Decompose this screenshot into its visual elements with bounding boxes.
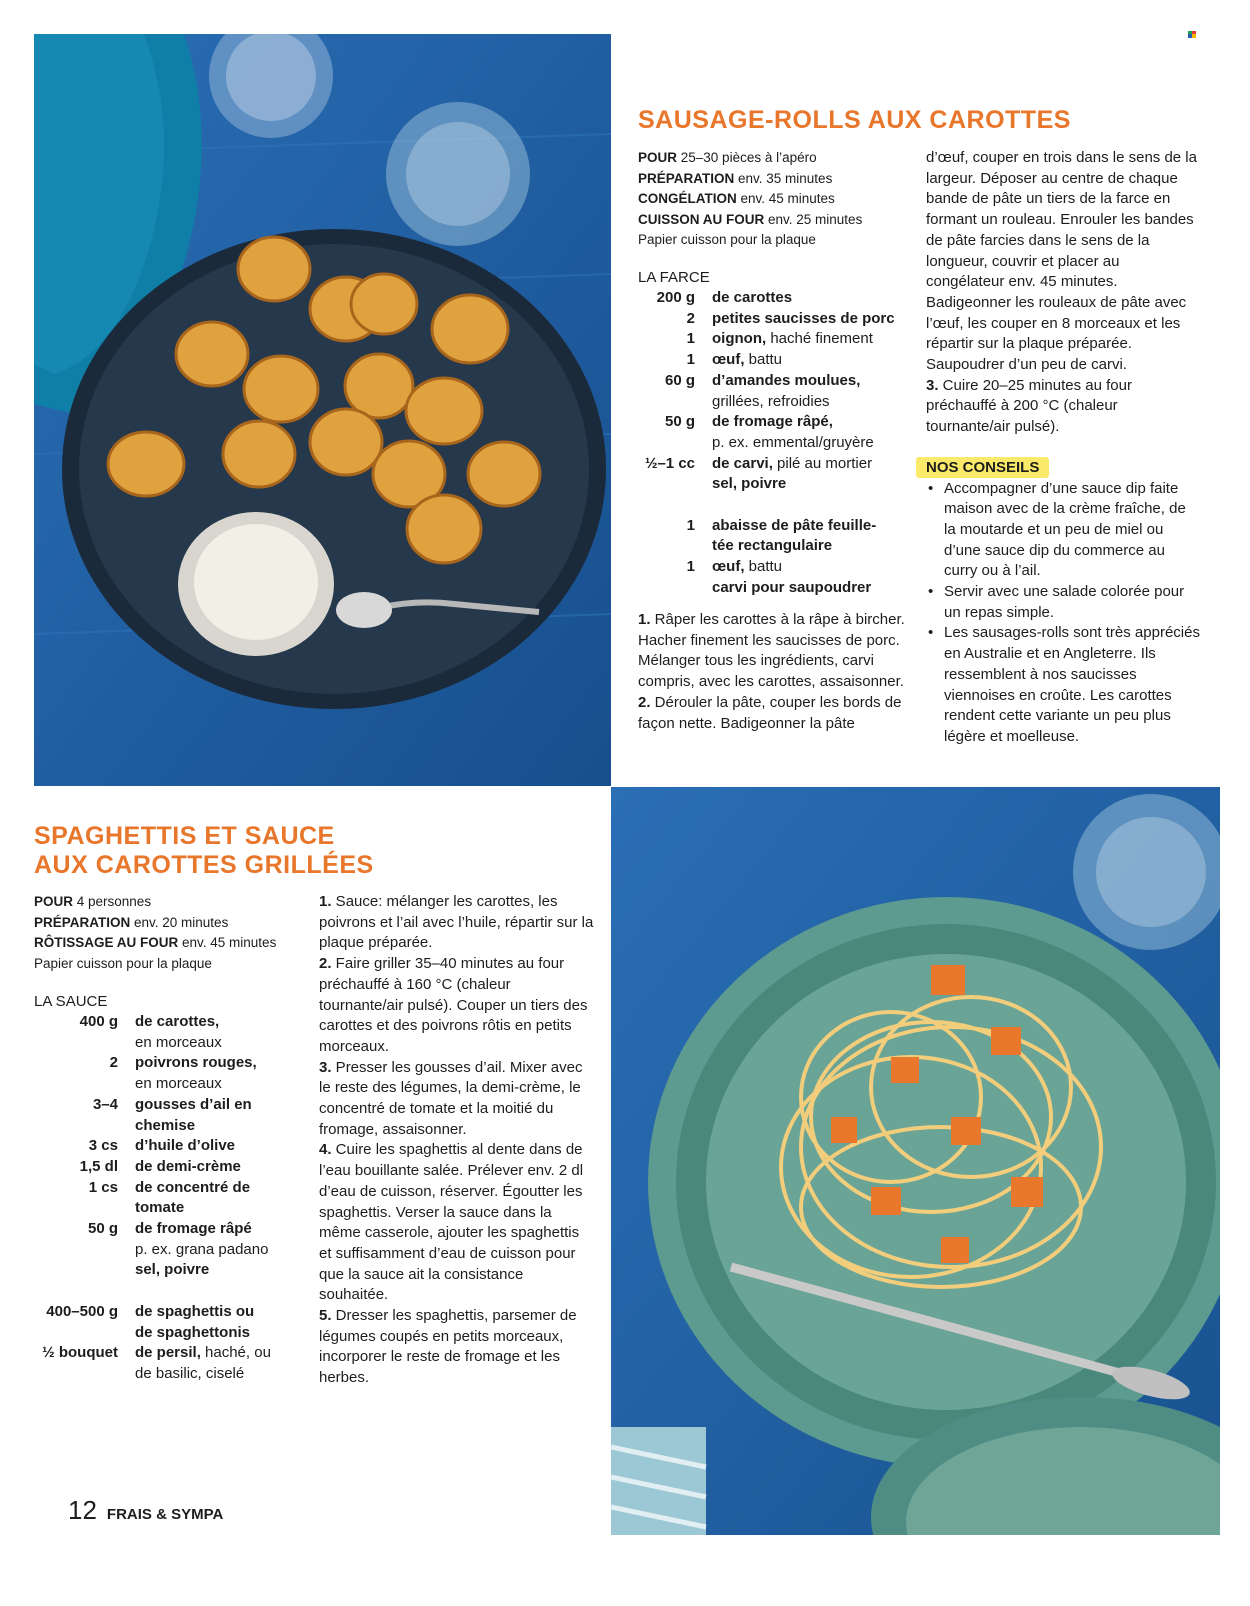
step: d’œuf, couper en trois dans le sens de la largeur. Déposer au centre de chaque bande de pâte un tiers de la farce en formant un rouleau. Enrouler les bandes de pâte farcies dans le sens de la longueur, couvrir et placer au congélateur env. 45 minutes. Badigeonner les rouleaux de pâte avec l’œuf, les couper en 8 morceaux et les répartir sur la plaque préparée. Saupoudrer d’un peu de carvi. <box>926 149 1197 374</box>
ingredient-name: de carvi, pilé au mortier <box>712 454 873 472</box>
ingredient-quantity <box>34 1260 118 1281</box>
ingredient-row <box>34 1219 304 1240</box>
ingredient-quantity: 1 cs <box>88 1178 118 1196</box>
ingredient-row <box>34 1323 304 1344</box>
ingredient-name: poivrons rouges, <box>135 1054 257 1072</box>
tip-item: • Les sausages-rolls sont très appréciés en Australie et en Angleterre. Ils ressemblent à nos saucisses viennoises en croûte. Les carottes rendent cette variante un peu plus légère et moelleuse. <box>926 623 1201 747</box>
ingredient-row <box>638 329 928 350</box>
ingredient-row <box>34 1260 304 1281</box>
ingredient-quantity: 60 g <box>664 371 695 389</box>
ingredient-row <box>34 1198 304 1219</box>
ingredient-row <box>638 412 928 433</box>
recipe2-title-line1: SPAGHETTIS ET SAUCE <box>34 822 335 850</box>
ingredient-row <box>638 454 928 475</box>
ingredient-name: de concentré de <box>135 1178 251 1196</box>
ingredient-name: de spaghettonis <box>135 1323 251 1341</box>
ingredient-quantity: 50 g <box>664 413 695 431</box>
meta-line: POUR 4 personnes <box>34 894 152 909</box>
meta-line: Papier cuisson pour la plaque <box>34 955 212 971</box>
ingredient-quantity <box>34 1281 118 1302</box>
ingredient-row <box>34 1343 304 1364</box>
ingredient-name: p. ex. emmental/gruyère <box>712 433 874 451</box>
ingredient-row <box>638 495 928 516</box>
ingredient-name: tée rectangulaire <box>712 537 833 555</box>
recipe2-ingredients <box>34 1012 304 1385</box>
meta-line: RÔTISSAGE AU FOUR env. 45 minutes <box>34 935 277 950</box>
ingredient-quantity: 200 g <box>656 289 695 306</box>
recipe2-title-line2: AUX CAROTTES GRILLÉES <box>34 851 374 879</box>
step: 5. Dresser les spaghettis, parsemer de légumes coupés en petits morceaux, incorporer le reste de fromage et les herbes. <box>319 1307 577 1387</box>
ingredient-row <box>34 1053 304 1074</box>
recipe1-steps-col1 <box>638 610 910 734</box>
ingredient-row <box>638 474 928 495</box>
ingredient-quantity: 1 <box>686 558 695 576</box>
ingredient-name: tomate <box>135 1199 185 1217</box>
ingredient-row <box>638 371 928 392</box>
ingredient-name: œuf, battu <box>712 558 783 576</box>
ingredient-name: sel, poivre <box>135 1261 210 1279</box>
ingredient-row <box>638 433 928 454</box>
ingredient-row <box>34 1074 304 1095</box>
ingredient-name: de fromage râpé <box>135 1220 252 1238</box>
ingredient-quantity: 3–4 <box>92 1095 118 1113</box>
ingredient-row <box>34 1157 304 1178</box>
ingredient-row <box>638 578 928 599</box>
ingredient-row <box>34 1012 304 1033</box>
ingredient-name: de basilic, ciselé <box>135 1364 245 1382</box>
meta-line: CUISSON AU FOUR env. 25 minutes <box>638 211 863 227</box>
step: 1. Râper les carottes à la râpe à bircher. Hacher finement les saucisses de porc. Mélanger tous les ingrédients, carvi compris, avec les carottes, assaisonner. <box>638 611 905 691</box>
ingredient-quantity: 1 <box>686 330 695 348</box>
ingredient-name: de spaghettis ou <box>135 1302 255 1320</box>
ingredient-name: abaisse de pâte feuille- <box>712 516 877 534</box>
ingredient-row <box>34 1178 304 1199</box>
ingredient-row <box>34 1364 304 1385</box>
ingredient-name: de persil, haché, ou <box>135 1344 271 1362</box>
ingredient-quantity <box>34 1323 118 1344</box>
ingredient-row <box>638 392 928 413</box>
ingredient-name: en morceaux <box>135 1075 222 1093</box>
ingredient-name: chemise <box>135 1116 196 1134</box>
tips-list <box>926 479 1201 748</box>
ingredient-row <box>34 1033 304 1054</box>
recipe1-steps-col2 <box>926 148 1201 748</box>
recipe1-meta <box>638 148 918 251</box>
spaghetti-photo <box>611 787 1220 1535</box>
ingredient-quantity: 50 g <box>87 1220 118 1238</box>
ingredient-quantity: 400 g <box>79 1013 118 1030</box>
ingredient-quantity: ½ bouquet <box>42 1344 118 1362</box>
ingredient-row <box>34 1240 304 1261</box>
ingredient-row <box>638 309 928 330</box>
ingredient-quantity: 3 cs <box>88 1137 118 1155</box>
meta-line: POUR 25–30 pièces à l’apéro <box>638 150 817 165</box>
ingredient-row <box>34 1302 304 1323</box>
recipe2-section-title: LA SAUCE <box>34 993 108 1010</box>
ingredient-row <box>638 350 928 371</box>
ingredient-row <box>34 1095 304 1116</box>
ingredient-quantity: 2 <box>109 1054 118 1072</box>
ingredient-name: œuf, battu <box>712 351 783 369</box>
sausage-rolls-photo <box>34 34 611 786</box>
ingredient-name: d’amandes moulues, <box>712 371 861 389</box>
recipe2-meta <box>34 892 314 974</box>
meta-line: CONGÉLATION env. 45 minutes <box>638 191 835 206</box>
ingredient-quantity <box>34 1033 118 1054</box>
tip-item: • Servir avec une salade colorée pour un repas simple. <box>926 582 1201 623</box>
meta-line: PRÉPARATION env. 20 minutes <box>34 914 229 930</box>
ingredient-name: en morceaux <box>135 1033 222 1051</box>
ingredient-quantity: 1 <box>686 351 695 369</box>
page-footer <box>68 1495 223 1526</box>
ingredient-row <box>638 557 928 578</box>
ingredient-quantity: 1 <box>686 516 695 534</box>
ingredient-row <box>34 1116 304 1137</box>
ingredient-quantity <box>34 1116 118 1137</box>
ingredient-quantity <box>34 1198 118 1219</box>
ingredient-quantity <box>638 495 695 516</box>
ingredient-name: de carottes, <box>135 1013 220 1030</box>
ingredient-quantity: 400–500 g <box>46 1302 118 1320</box>
ingredient-quantity <box>638 474 695 495</box>
recipe2-title <box>34 822 374 880</box>
ingredient-quantity: 1,5 dl <box>79 1157 118 1175</box>
ingredient-name: oignon, haché finement <box>712 330 873 348</box>
recipe1-ingredients <box>638 288 928 599</box>
page-number: 12 <box>68 1495 97 1525</box>
ingredient-row <box>34 1281 304 1302</box>
step: 2. Dérouler la pâte, couper les bords de façon nette. Badigeonner la pâte <box>638 693 902 732</box>
recipe1-section-title: LA FARCE <box>638 269 710 286</box>
tips-title: NOS CONSEILS <box>916 457 1049 478</box>
ingredient-row <box>34 1136 304 1157</box>
ingredient-quantity <box>34 1240 118 1261</box>
ingredient-name: de carottes <box>712 289 793 306</box>
step: 1. Sauce: mélanger les carottes, les poivrons et l’ail avec l’huile, répartir sur la plaque préparée. <box>319 893 594 952</box>
ingredient-quantity: 2 <box>686 309 695 327</box>
ingredient-name: d’huile d’olive <box>135 1137 236 1155</box>
ingredient-name: de fromage râpé, <box>712 413 833 431</box>
meta-line: PRÉPARATION env. 35 minutes <box>638 170 833 186</box>
ingredient-name: p. ex. grana padano <box>135 1240 269 1258</box>
recipe2-steps <box>319 892 594 1389</box>
ingredient-row <box>638 288 928 309</box>
ingredient-quantity <box>638 392 695 413</box>
meta-line: Papier cuisson pour la plaque <box>638 232 816 247</box>
ingredient-name: grillées, refroidies <box>712 392 830 410</box>
step: 3. Presser les gousses d’ail. Mixer avec le reste des légumes, la demi-crème, le concentré de tomate et la moitié du fromage, assaisonner. <box>319 1058 583 1138</box>
ingredient-quantity <box>34 1074 118 1095</box>
ingredient-quantity <box>34 1364 118 1385</box>
ingredient-quantity: ½–1 cc <box>644 454 695 472</box>
ingredient-quantity <box>638 433 695 454</box>
ingredient-row <box>638 516 928 537</box>
ingredient-quantity <box>638 578 695 599</box>
step: 4. Cuire les spaghettis al dente dans de l’eau bouillante salée. Prélever env. 2 dl d’eau de cuisson, réserver. Égoutter les spaghettis. Verser la sauce dans la même casserole, ajouter les spaghettis et suffisamment d’eau de cuisson pour que la sauce ait la consistance souhaitée. <box>319 1141 584 1304</box>
ingredient-name: sel, poivre <box>712 475 787 493</box>
ingredient-name: petites saucisses de porc <box>712 309 895 327</box>
ingredient-quantity <box>638 536 695 557</box>
ingredient-name: de demi-crème <box>135 1157 241 1175</box>
ingredient-name: gousses d’ail en <box>135 1095 252 1113</box>
step: 3. Cuire 20–25 minutes au four préchauffé à 200 °C (chaleur tournante/air pulsé). <box>926 376 1132 436</box>
recipe1-title: SAUSAGE-ROLLS AUX CAROTTES <box>638 106 1071 134</box>
tip-item: • Accompagner d’une sauce dip faite maison avec de la crème fraîche, de la moutarde et un peu de miel ou d’une sauce dip du commerce au curry ou à l’ail. <box>926 479 1201 583</box>
ingredient-row <box>638 536 928 557</box>
ingredient-name: carvi pour saupoudrer <box>712 578 872 596</box>
magazine-brand: FRAIS & SYMPA <box>106 1506 224 1523</box>
brand-mark-icon <box>1188 31 1196 38</box>
step: 2. Faire griller 35–40 minutes au four préchauffé à 160 °C (chaleur tournante/air pulsé). Couper un tiers des carottes et des poivrons rôtis en petits morceaux. <box>319 955 588 1055</box>
